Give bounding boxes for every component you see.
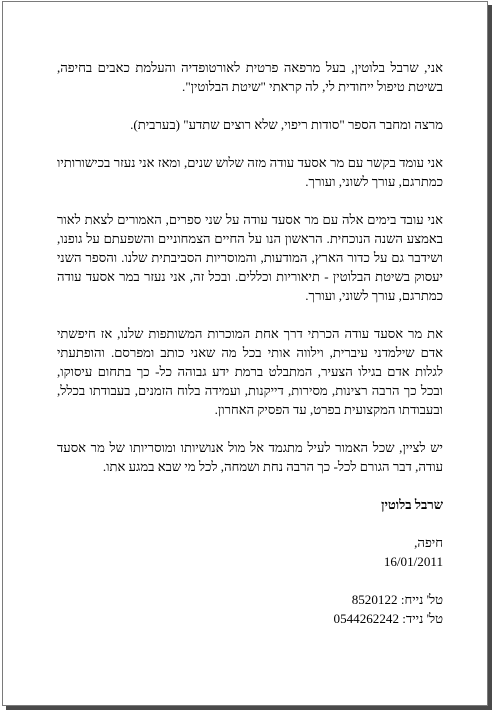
phone-number: 8520122 xyxy=(351,592,398,607)
mobile-line xyxy=(57,609,443,628)
letter-body xyxy=(57,58,443,628)
paragraph-closing: יש לציין, שכל האמור לעיל מתגמד אל מול אנושיותו ומוסריותו של מר אסעד עודה, דבר הגורם לכל- כך הרבה נחת ושמחה, לכל מי שבא במגע אתו. xyxy=(57,440,443,474)
mobile-number: 0544262242 xyxy=(333,611,399,626)
date-line xyxy=(57,552,443,571)
phone-label: טל' נייח: xyxy=(400,592,443,607)
paragraph-book: מרצה ומחבר הספר "סודות ריפוי, שלא רוצים שתדע" (בערבית). xyxy=(130,117,443,132)
paragraph-relationship: אני עומד בקשר עם מר אסעד עודה מזה שלוש שנים, ומאז אני נעזר בכישורותיו כמתרגם, עורך לשוני, ועורך. xyxy=(57,155,443,189)
paragraph-acquaintance: את מר אסעד עודה הכרתי דרך אחת המוכרות המשותפות שלנו, אז חיפשתי אדם שילמדני עיברית, וילווה אותי בכל מה שאני כותב ומפרסם. והופתעתי לגלות אדם בגילו הצעיר, המתבלט ברמת ידע גבוהה כל- כך בתחום עיסוקו, ובכל כך הרבה רצינות, מסירות, דייקנות, ועמידה בלוח הזמנים, בעבודתו בכלל, ובעבודתו המקצועית בפרט, עד הפסיק האחרון. xyxy=(57,326,443,417)
city-line: חיפה, xyxy=(414,535,443,550)
signature-name: שרבל בלוטין xyxy=(381,497,443,512)
letter-page xyxy=(2,1,488,706)
paragraph-current-work: אני עובד בימים אלה עם מר אסעד עודה על שני ספרים, האמורים לצאת לאור באמצע השנה הנוכחית. הראשון הנו על החיים הצמחוניים והשפעתם על גופנו, ושידבר גם על כדור הארץ, המודעות, והמוסריות הסביבתית שלנו. והספר השני יעסוק בשיטת הבלוטין - תיאוריות וכללים. ובכל זה, אני נעזר במר אסעד עודה כמתרגם, עורך לשוני, ועורך. xyxy=(57,212,443,303)
mobile-label: טל' נייד: xyxy=(402,611,443,626)
date-value: 16/01/2011 xyxy=(383,554,443,569)
phone-line xyxy=(57,590,443,609)
paragraph-intro: אני, שרבל בלוטין, בעל מרפאה פרטית לאורטופדיה והעלמת כאבים בחיפה, בשיטת טיפול ייחודית לי, לה קראתי "שיטת הבלוטין". xyxy=(57,60,443,94)
